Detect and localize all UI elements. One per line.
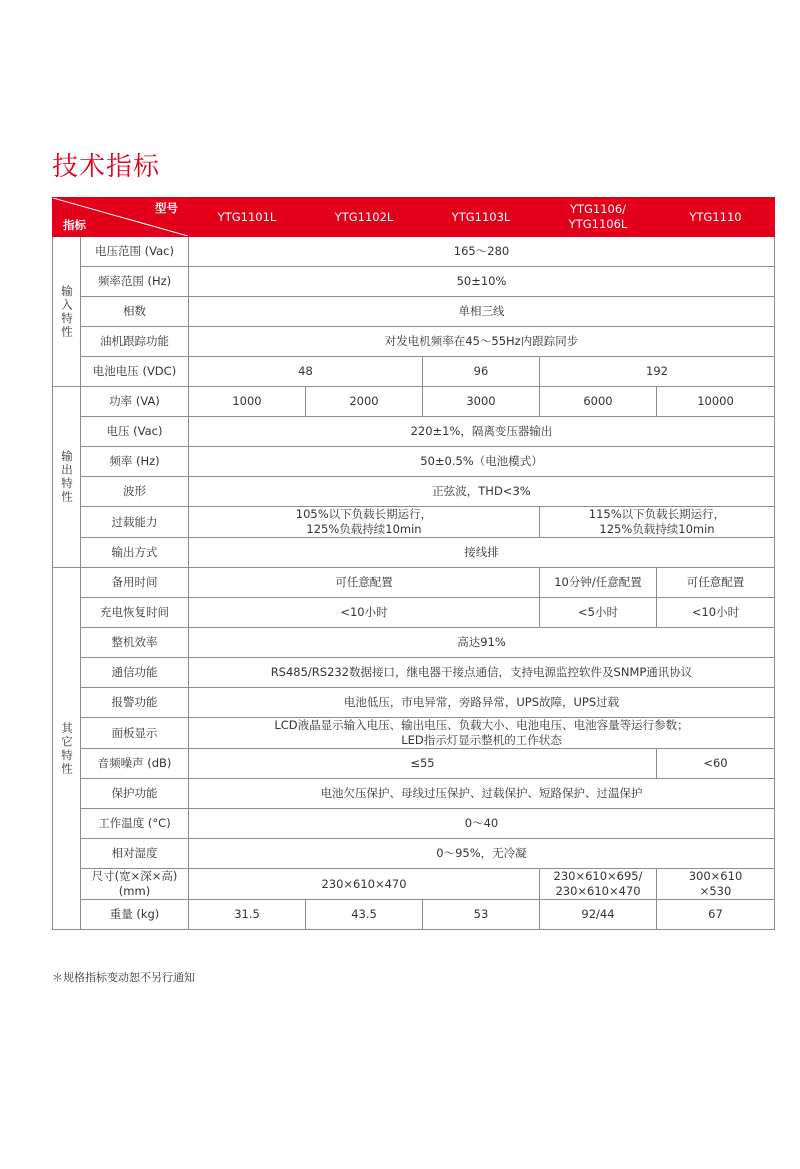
row-value: RS485/RS232数据接口，继电器干接点通信，支持电源监控软件及SNMP通讯协议 (189, 658, 775, 688)
row-value: 0～40 (189, 809, 775, 839)
row-label: 功率 (VA) (81, 387, 189, 417)
row-label: 电压 (Vac) (81, 417, 189, 447)
footnote: ＊规格指标变动恕不另行通知 (52, 971, 195, 984)
row-label: 备用时间 (81, 568, 189, 598)
row-value: 300×610 ×530 (657, 869, 775, 900)
model-header: YTG1110 (657, 198, 775, 237)
row-label: 频率 (Hz) (81, 447, 189, 477)
row-label: 整机效率 (81, 628, 189, 658)
row-label: 工作温度 (°C) (81, 809, 189, 839)
row-value: 50±10% (189, 267, 775, 297)
row-value: 53 (423, 900, 540, 930)
row-label: 报警功能 (81, 688, 189, 718)
row-value: 电池低压，市电异常，旁路异常，UPS故障，UPS过载 (189, 688, 775, 718)
row-value: 6000 (540, 387, 657, 417)
row-value: 对发电机频率在45～55Hz内跟踪同步 (189, 327, 775, 357)
page-title: 技术指标 (52, 152, 161, 182)
header-corner (53, 198, 189, 237)
row-value: 220±1%，隔离变压器输出 (189, 417, 775, 447)
row-value: 10分钟/任意配置 (540, 568, 657, 598)
row-value: <10小时 (657, 598, 775, 628)
row-value: 单相三线 (189, 297, 775, 327)
row-value: <10小时 (189, 598, 540, 628)
model-header: YTG1101L (189, 198, 306, 237)
row-value: 31.5 (189, 900, 306, 930)
model-header: YTG1102L (306, 198, 423, 237)
row-value: 3000 (423, 387, 540, 417)
model-header: YTG1103L (423, 198, 540, 237)
row-value: 96 (423, 357, 540, 387)
row-value: ≤55 (189, 749, 657, 779)
row-value: 48 (189, 357, 423, 387)
row-label: 尺寸(宽×深×高) (mm) (81, 869, 189, 900)
row-value: 10000 (657, 387, 775, 417)
row-label: 过载能力 (81, 507, 189, 538)
row-label: 重量 (kg) (81, 900, 189, 930)
header-spec-label: 指标 (63, 218, 86, 232)
row-value: 230×610×695/ 230×610×470 (540, 869, 657, 900)
row-label: 面板显示 (81, 718, 189, 749)
row-value: 115%以下负载长期运行， 125%负载持续10min (540, 507, 775, 538)
row-value: 1000 (189, 387, 306, 417)
row-value: 正弦波，THD<3% (189, 477, 775, 507)
header-model-label: 型号 (155, 201, 178, 215)
row-value: <5小时 (540, 598, 657, 628)
row-label: 相对湿度 (81, 839, 189, 869)
row-label: 音频噪声 (dB) (81, 749, 189, 779)
row-value: 高达91% (189, 628, 775, 658)
row-value: 92/44 (540, 900, 657, 930)
row-value: 0～95%，无冷凝 (189, 839, 775, 869)
row-value: 接线排 (189, 538, 775, 568)
group-input: 输入特性 (53, 237, 81, 387)
row-value: 230×610×470 (189, 869, 540, 900)
row-value: <60 (657, 749, 775, 779)
row-label: 油机跟踪功能 (81, 327, 189, 357)
row-label: 电压范围 (Vac) (81, 237, 189, 267)
row-value: 50±0.5%（电池模式） (189, 447, 775, 477)
row-value: 67 (657, 900, 775, 930)
row-value: LCD液晶显示输入电压、输出电压、负载大小、电池电压、电池容量等运行参数； LED指示灯显示整机的工作状态 (189, 718, 775, 749)
row-label: 电池电压 (VDC) (81, 357, 189, 387)
row-label: 相数 (81, 297, 189, 327)
row-label: 充电恢复时间 (81, 598, 189, 628)
row-label: 波形 (81, 477, 189, 507)
row-value: 2000 (306, 387, 423, 417)
model-header: YTG1106/ YTG1106L (540, 198, 657, 237)
row-value: 可任意配置 (189, 568, 540, 598)
spec-table (52, 197, 775, 930)
row-value: 电池欠压保护、母线过压保护、过载保护、短路保护、过温保护 (189, 779, 775, 809)
row-label: 保护功能 (81, 779, 189, 809)
row-value: 43.5 (306, 900, 423, 930)
row-value: 可任意配置 (657, 568, 775, 598)
group-output: 输出特性 (53, 387, 81, 568)
row-label: 频率范围 (Hz) (81, 267, 189, 297)
group-other: 其它特性 (53, 568, 81, 930)
row-label: 通信功能 (81, 658, 189, 688)
row-value: 192 (540, 357, 775, 387)
row-label: 输出方式 (81, 538, 189, 568)
row-value: 105%以下负载长期运行， 125%负载持续10min (189, 507, 540, 538)
row-value: 165～280 (189, 237, 775, 267)
